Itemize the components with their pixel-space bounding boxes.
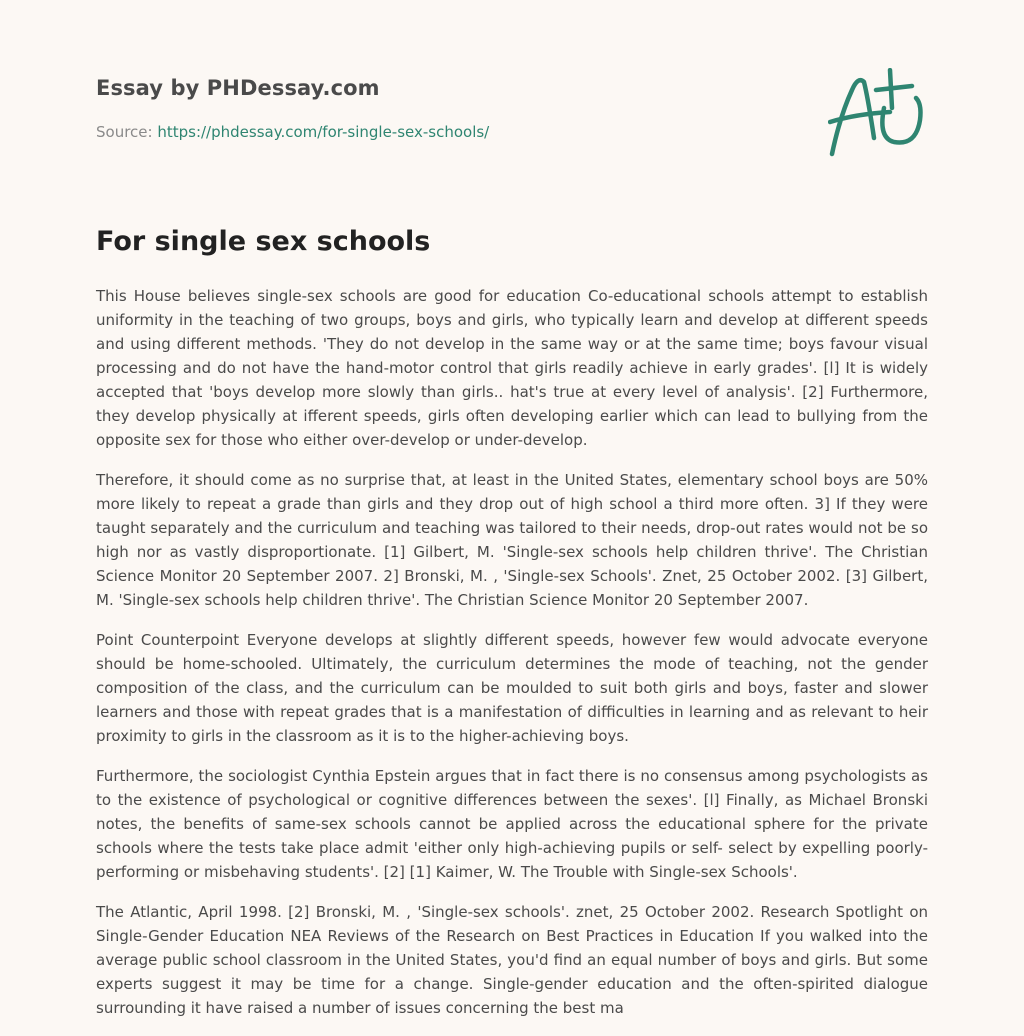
source-link[interactable]: https://phdessay.com/for-single-sex-schools/: [157, 123, 490, 141]
article-paragraph: Point Counterpoint Everyone develops at slightly different speeds, however few would advocate everyone should be home-schooled. Ultimately, the curriculum determines the mode of teaching, not the gender composition of the class, and the curriculum can be moulded to suit both girls and boys, faster and slower learners and those with repeat grades that is a manifestation of difficulties in learning and as relevant to heir proximity to girls in the classroom as it is to the higher-achieving boys.: [96, 631, 928, 745]
article-paragraph: Furthermore, the sociologist Cynthia Epstein argues that in fact there is no consensus among psychologists as to the existence of psychological or cognitive differences between the sexes'. [l] Finally, as Michael Bronski notes, the benefits of same-sex schools cannot be applied across the educational sphere for the private schools where the tests take place admit 'either only high-achieving pupils or self- select by expelling poorly-performing or misbehaving students'. [2] [1] Kaimer, W. The Trouble with Single-sex Schools'.: [96, 767, 928, 881]
page-header: [96, 76, 928, 186]
article-paragraph: This House believes single-sex schools are good for education Co-educational schools attempt to establish uniformity in the teaching of two groups, boys and girls, who typically learn and develop at different speeds and using different methods. 'They do not develop in the same way or at the same time; boys favour visual processing and do not have the hand-motor control that girls readily achieve in early grades'. [l] It is widely accepted that 'boys develop more slowly than girls.. hat's true at every level of analysis'. [2] Furthermore, they develop physically at ifferent speeds, girls often developing earlier which can lead to bullying from the opposite sex for those who either over-develop or under-develop.: [96, 287, 928, 449]
article-paragraph: Therefore, it should come as no surprise that, at least in the United States, elementary school boys are 50% more likely to repeat a grade than girls and they drop out of high school a third more often. 3] If they were taught separately and the curriculum and teaching was tailored to their needs, drop-out rates would not be so high nor as vastly disproportionate. [1] Gilbert, M. 'Single-sex schools help children thrive'. The Christian Science Monitor 20 September 2007. 2] Bronski, M. , 'Single-sex Schools'. Znet, 25 October 2002. [3] Gilbert, M. 'Single-sex schools help children thrive'. The Christian Science Monitor 20 September 2007.: [96, 471, 928, 609]
article-paragraph: The Atlantic, April 1998. [2] Bronski, M. , 'Single-sex schools'. znet, 25 October 2002. Research Spotlight on Single-Gender Education NEA Reviews of the Research on Best Practices in Education If you walked into the average public school classroom in the United States, you'd find an equal number of boys and girls. But some experts suggest it may be time for a change. Single-gender education and the often-spirited dialogue surrounding it have raised a number of issues concerning the best ma: [96, 903, 928, 1017]
site-brand: Essay by PHDessay.com: [96, 76, 380, 100]
a-plus-grade-icon: [828, 68, 928, 160]
source-line: [96, 123, 928, 141]
article-title: For single sex schools: [96, 226, 431, 257]
source-label: Source:: [96, 123, 158, 141]
article-body: [96, 284, 928, 1036]
